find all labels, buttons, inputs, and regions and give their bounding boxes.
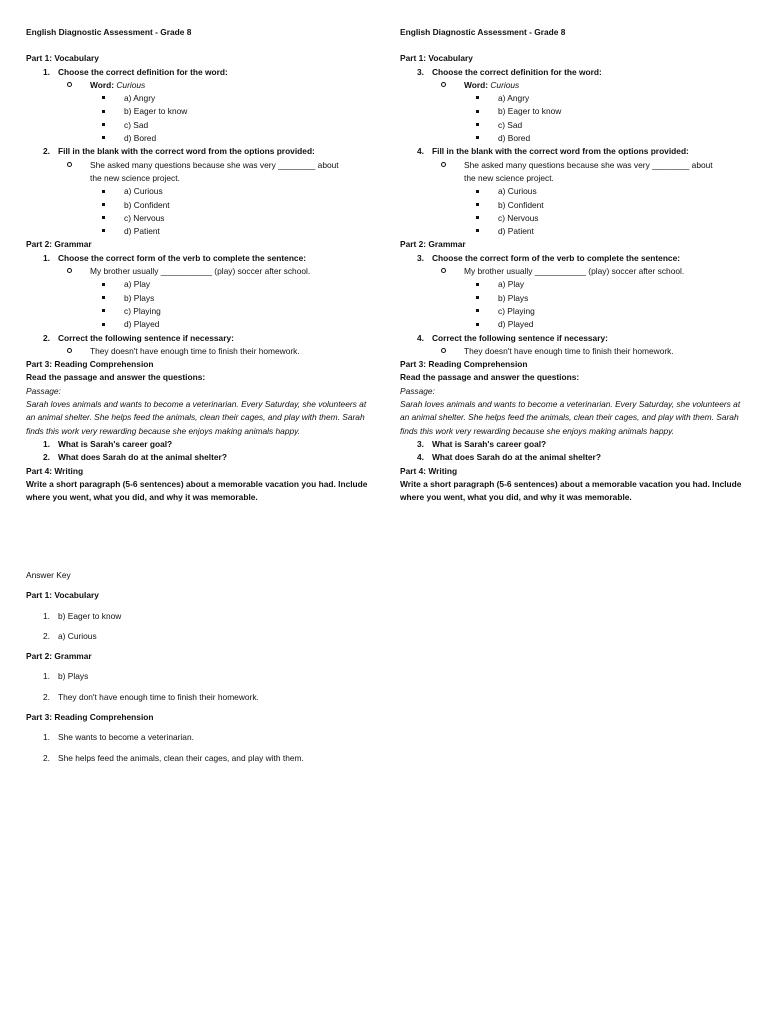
circle-bullet-icon <box>441 268 446 273</box>
option <box>26 225 376 238</box>
question-4 <box>400 145 750 158</box>
answer-item <box>26 610 426 623</box>
option-text: b) Eager to know <box>498 106 562 117</box>
answer-item <box>26 752 426 765</box>
option <box>400 212 750 225</box>
square-bullet-icon <box>102 203 105 206</box>
question-2 <box>26 145 376 158</box>
question-prompt: Choose the correct form of the verb to complete the sentence: <box>432 252 681 263</box>
option <box>26 105 376 118</box>
writing-prompt: Write a short paragraph (5-6 sentences) about a memorable vacation you had. Include where you went, what you did, and why it was memorable. <box>400 478 742 503</box>
square-bullet-icon <box>102 296 105 299</box>
option <box>26 199 376 212</box>
question-prompt: Correct the following sentence if necessary: <box>432 332 608 343</box>
circle-bullet-icon <box>67 162 72 167</box>
question-number: 2. <box>43 332 50 343</box>
option-text: d) Patient <box>124 226 160 237</box>
question-prompt: What does Sarah do at the animal shelter? <box>432 452 601 463</box>
question-number: 1. <box>43 438 50 449</box>
square-bullet-icon <box>102 136 105 139</box>
sentence-line <box>400 265 750 278</box>
option <box>400 292 750 305</box>
option-text: d) Bored <box>498 133 531 144</box>
option <box>400 132 750 145</box>
question-prompt: Choose the correct definition for the word: <box>432 66 602 77</box>
passage-label: Passage: <box>400 385 435 396</box>
answer-text: She helps feed the animals, clean their cages, and play with them. <box>58 752 304 763</box>
option-text: c) Playing <box>124 305 161 316</box>
question-4 <box>26 332 376 345</box>
word-label: Word: <box>464 79 489 90</box>
question-4 <box>400 332 750 345</box>
answer-item <box>26 670 426 683</box>
option <box>400 225 750 238</box>
sentence-line <box>400 345 750 358</box>
question-number: 4. <box>417 332 424 343</box>
question-3 <box>26 252 376 265</box>
option-text: c) Nervous <box>498 212 539 223</box>
question-3 <box>400 438 750 451</box>
square-bullet-icon <box>476 229 479 232</box>
square-bullet-icon <box>476 136 479 139</box>
passage-label: Passage: <box>26 385 61 396</box>
circle-bullet-icon <box>441 82 446 87</box>
answer-item <box>26 630 426 643</box>
answer-item <box>26 731 426 744</box>
question-prompt: Fill in the blank with the correct word from the options provided: <box>432 146 689 157</box>
option <box>400 199 750 212</box>
option-text: b) Eager to know <box>124 106 188 117</box>
option <box>26 318 376 331</box>
option-text: d) Bored <box>124 133 157 144</box>
question-number: 4. <box>417 146 424 157</box>
word-line <box>400 79 750 92</box>
word-label: Word: <box>90 79 115 90</box>
part4-heading: Part 4: Writing <box>26 465 84 476</box>
question-number: 1. <box>43 66 50 77</box>
answer-key-title: Answer Key <box>26 570 71 580</box>
square-bullet-icon <box>476 296 479 299</box>
option-text: d) Played <box>124 319 160 330</box>
question-number: 3. <box>417 66 424 77</box>
answer-number: 2. <box>43 752 50 763</box>
sentence-text: My brother usually ___________ (play) soccer after school. <box>90 266 311 277</box>
question-prompt: What is Sarah's career goal? <box>432 438 547 449</box>
option-text: a) Angry <box>124 93 156 104</box>
square-bullet-icon <box>102 96 105 99</box>
square-bullet-icon <box>102 216 105 219</box>
option <box>26 119 376 132</box>
circle-bullet-icon <box>67 348 72 353</box>
option <box>400 105 750 118</box>
sentence-text: They doesn't have enough time to finish their homework. <box>90 345 300 356</box>
sentence-part-a: She asked many questions because she was very ________ about <box>464 159 713 170</box>
question-number: 2. <box>43 146 50 157</box>
option-text: a) Play <box>124 279 151 290</box>
answer-text: a) Curious <box>58 630 97 641</box>
option <box>400 278 750 291</box>
square-bullet-icon <box>102 123 105 126</box>
circle-bullet-icon <box>67 82 72 87</box>
vocab-word: Curious <box>490 79 520 90</box>
option-text: b) Confident <box>124 199 170 210</box>
part3-heading: Part 3: Reading Comprehension <box>400 359 528 370</box>
question-prompt: What does Sarah do at the animal shelter? <box>58 452 227 463</box>
sentence-text: My brother usually ___________ (play) soccer after school. <box>464 266 685 277</box>
part1-heading: Part 1: Vocabulary <box>400 53 473 64</box>
option <box>26 292 376 305</box>
option <box>26 278 376 291</box>
option <box>26 305 376 318</box>
question-prompt: What is Sarah's career goal? <box>58 438 173 449</box>
option-text: b) Plays <box>124 292 155 303</box>
square-bullet-icon <box>476 283 479 286</box>
part1-heading: Part 1: Vocabulary <box>26 53 99 64</box>
word-line <box>26 79 376 92</box>
vocab-word: Curious <box>116 79 146 90</box>
question-3 <box>400 252 750 265</box>
square-bullet-icon <box>476 110 479 113</box>
square-bullet-icon <box>476 123 479 126</box>
answer-number: 1. <box>43 671 50 682</box>
assessment-column-left <box>26 26 376 504</box>
option <box>400 185 750 198</box>
question-prompt: Choose the correct definition for the word: <box>58 66 228 77</box>
option-text: d) Played <box>498 319 534 330</box>
assessment-title: English Diagnostic Assessment - Grade 8 <box>400 27 566 37</box>
square-bullet-icon <box>476 190 479 193</box>
option <box>26 212 376 225</box>
answer-text: b) Eager to know <box>58 610 122 621</box>
option <box>26 132 376 145</box>
answer-number: 2. <box>43 691 50 702</box>
writing-prompt: Write a short paragraph (5-6 sentences) about a memorable vacation you had. Include where you went, what you did, and why it was memorable. <box>26 478 368 503</box>
part3-heading: Part 3: Reading Comprehension <box>26 359 154 370</box>
sentence-line <box>26 159 376 186</box>
sentence-part-a: She asked many questions because she was very ________ about <box>90 159 339 170</box>
option-text: c) Sad <box>498 119 523 130</box>
sentence-line <box>26 345 376 358</box>
question-prompt: Correct the following sentence if necessary: <box>58 332 234 343</box>
option-text: a) Curious <box>498 186 537 197</box>
option-text: c) Nervous <box>124 212 165 223</box>
part3-instruction: Read the passage and answer the questions: <box>400 372 580 383</box>
sentence-text: They doesn't have enough time to finish their homework. <box>464 345 674 356</box>
assessment-column-right <box>400 26 750 504</box>
question-prompt: Choose the correct form of the verb to complete the sentence: <box>58 252 307 263</box>
question-1 <box>26 66 376 79</box>
answer-number: 2. <box>43 630 50 641</box>
answer-text: She wants to become a veterinarian. <box>58 732 194 743</box>
sentence-part-b: the new science project. <box>464 172 554 183</box>
answer-key-part3-heading: Part 3: Reading Comprehension <box>26 712 154 723</box>
option-text: b) Confident <box>498 199 544 210</box>
question-number: 1. <box>43 252 50 263</box>
question-number: 2. <box>43 452 50 463</box>
option-text: c) Playing <box>498 305 535 316</box>
passage-text: Sarah loves animals and wants to become a veterinarian. Every Saturday, she volunteers at an animal shelter. She helps feed the animals, clean their cages, and play with them. Sarah finds this work very rewarding because she enjoys making animals happy. <box>400 399 741 436</box>
option <box>400 305 750 318</box>
option-text: c) Sad <box>124 119 149 130</box>
sentence-line <box>26 265 376 278</box>
square-bullet-icon <box>476 216 479 219</box>
square-bullet-icon <box>102 229 105 232</box>
square-bullet-icon <box>102 283 105 286</box>
answer-text: b) Plays <box>58 671 89 682</box>
option-text: b) Plays <box>498 292 529 303</box>
part2-heading: Part 2: Grammar <box>26 239 92 250</box>
option <box>26 92 376 105</box>
option <box>26 185 376 198</box>
option <box>400 318 750 331</box>
answer-item <box>26 691 426 704</box>
option-text: d) Patient <box>498 226 534 237</box>
question-3 <box>400 66 750 79</box>
question-5 <box>26 438 376 451</box>
question-prompt: Fill in the blank with the correct word from the options provided: <box>58 146 315 157</box>
question-number: 3. <box>417 438 424 449</box>
circle-bullet-icon <box>441 348 446 353</box>
part4-heading: Part 4: Writing <box>400 465 458 476</box>
option-text: a) Angry <box>498 93 530 104</box>
square-bullet-icon <box>476 203 479 206</box>
option <box>400 119 750 132</box>
circle-bullet-icon <box>441 162 446 167</box>
option-text: a) Curious <box>124 186 163 197</box>
assessment-title: English Diagnostic Assessment - Grade 8 <box>26 27 192 37</box>
answer-number: 1. <box>43 732 50 743</box>
square-bullet-icon <box>102 309 105 312</box>
answer-key-part2-heading: Part 2: Grammar <box>26 651 92 662</box>
square-bullet-icon <box>476 309 479 312</box>
square-bullet-icon <box>102 110 105 113</box>
square-bullet-icon <box>476 323 479 326</box>
answer-number: 1. <box>43 610 50 621</box>
sentence-line <box>400 159 750 186</box>
square-bullet-icon <box>102 323 105 326</box>
question-6 <box>26 451 376 464</box>
sentence-part-b: the new science project. <box>90 172 180 183</box>
passage-text: Sarah loves animals and wants to become a veterinarian. Every Saturday, she volunteers at an animal shelter. She helps feed the animals, clean their cages, and play with them. Sarah finds this work very rewarding because she enjoys making animals happy. <box>26 399 367 436</box>
option <box>400 92 750 105</box>
part2-heading: Part 2: Grammar <box>400 239 466 250</box>
part3-instruction: Read the passage and answer the questions: <box>26 372 206 383</box>
answer-key-part1-heading: Part 1: Vocabulary <box>26 590 99 601</box>
question-4 <box>400 451 750 464</box>
square-bullet-icon <box>102 190 105 193</box>
answer-key <box>26 569 426 772</box>
square-bullet-icon <box>476 96 479 99</box>
question-number: 3. <box>417 252 424 263</box>
answer-text: They don't have enough time to finish their homework. <box>58 691 259 702</box>
option-text: a) Play <box>498 279 525 290</box>
question-number: 4. <box>417 452 424 463</box>
circle-bullet-icon <box>67 268 72 273</box>
